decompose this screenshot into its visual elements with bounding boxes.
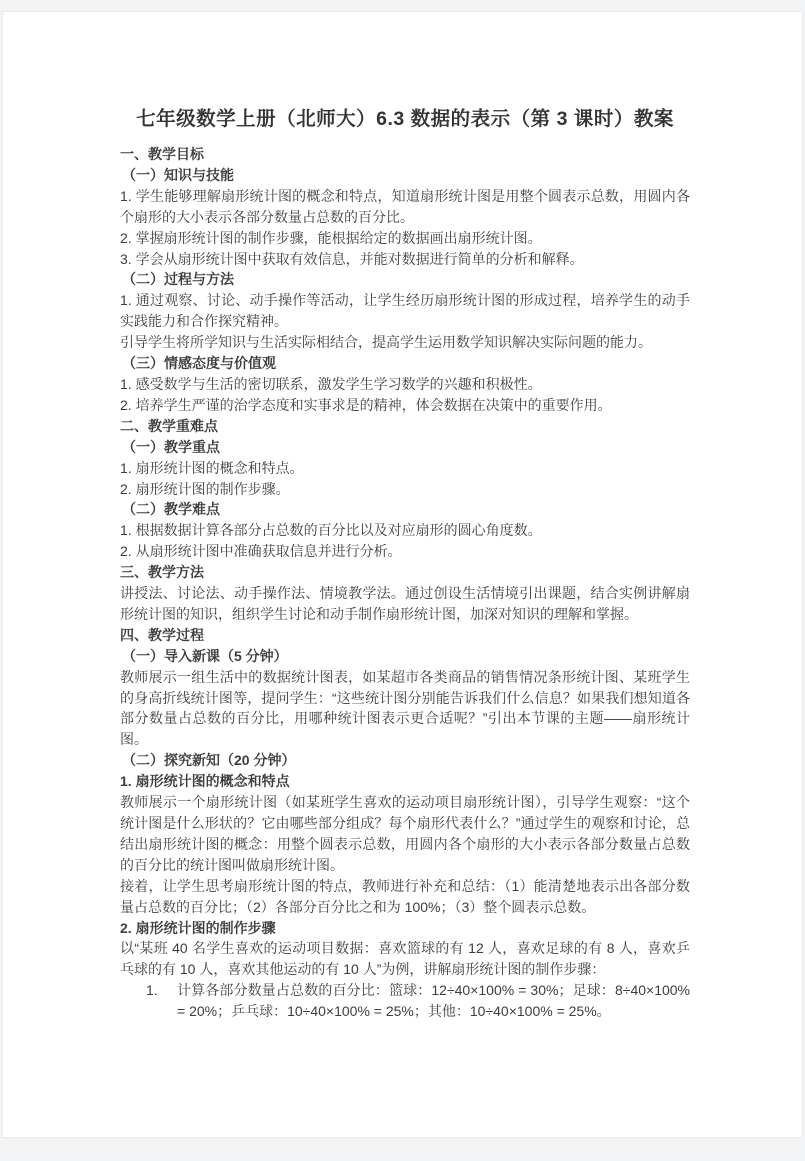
paragraph: 1. 根据数据计算各部分占总数的百分比以及对应扇形的圆心角度数。 [120, 522, 542, 539]
document-title: 七年级数学上册（北师大）6.3 数据的表示（第 3 课时）教案 [136, 108, 674, 130]
heading: 四、教学过程 [120, 626, 204, 643]
paragraph: 1. 学生能够理解扇形统计图的概念和特点，知道扇形统计图是用整个圆表示总数，用圆内各个扇形的大小表示各部分数量占总数的百分比。 [120, 187, 690, 225]
heading: （三）情感态度与价值观 [122, 355, 276, 372]
document-body [120, 144, 690, 1022]
heading: （一）导入新课（5 分钟） [122, 647, 288, 664]
heading: 二、教学重难点 [120, 417, 218, 434]
heading: （一）知识与技能 [122, 166, 234, 183]
paragraph: 1. 通过观察、讨论、动手操作等活动，让学生经历扇形统计图的形成过程，培养学生的动手实践能力和合作探究精神。 [120, 292, 690, 330]
heading: （二）探究新知（20 分钟） [122, 752, 296, 769]
paragraph: 引导学生将所学知识与生活实际相结合，提高学生运用数学知识解决实际问题的能力。 [120, 334, 652, 351]
heading: 三、教学方法 [120, 564, 204, 581]
paragraph: 讲授法、讨论法、动手操作法、情境教学法。通过创设生活情境引出课题，结合实例讲解扇形统计图的知识，组织学生讨论和动手制作扇形统计图，加深对知识的理解和掌握。 [120, 585, 690, 622]
heading: 1. 扇形统计图的概念和特点 [120, 773, 290, 790]
paragraph: 以“某班 40 名学生喜欢的运动项目数据：喜欢篮球的有 12 人，喜欢足球的有 8 人，喜欢乒乓球的有 10 人，喜欢其他运动的有 10 人”为例，讲解扇形统计图的制作步骤： [120, 940, 690, 978]
document-page [2, 11, 803, 1138]
paragraph: 1. 感受数学与生活的密切联系，激发学生学习数学的兴趣和积极性。 [120, 375, 542, 392]
paragraph: 2. 扇形统计图的制作步骤。 [120, 480, 290, 497]
paragraph: 2. 培养学生严谨的治学态度和实事求是的精神，体会数据在决策中的重要作用。 [120, 396, 612, 413]
list-item-text: 计算各部分数量占总数的百分比：篮球：12÷40×100% = 30%；足球：8÷40×100% = 20%；乒乓球：10÷40×100% = 25%；其他：10÷40×100% = 25%。 [177, 982, 690, 1020]
heading: （二）教学难点 [122, 501, 220, 518]
paragraph: 接着，让学生思考扇形统计图的特点，教师进行补充和总结：（1）能清楚地表示出各部分数量占总数的百分比；（2）各部分百分比之和为 100%；（3）整个圆表示总数。 [120, 877, 690, 915]
paragraph: 教师展示一个扇形统计图（如某班学生喜欢的运动项目扇形统计图），引导学生观察：“这个统计图是什么形状的？它由哪些部分组成？每个扇形代表什么？”通过学生的观察和讨论，总结出扇形统计图的概念：用整个圆表示总数，用圆内各个扇形的大小表示各部分数量占总数的百分比的统计图叫做扇形统计图。 [120, 794, 690, 873]
paragraph: 1. 扇形统计图的概念和特点。 [120, 459, 304, 476]
list-item [120, 980, 690, 1022]
paragraph: 教师展示一组生活中的数据统计图表，如某超市各类商品的销售情况条形统计图、某班学生的身高折线统计图等，提问学生：“这些统计图分别能告诉我们什么信息？如果我们想知道各部分数量占总数的百分比，用哪种统计图表示更合适呢？”引出本节课的主题——扇形统计图。 [120, 668, 690, 748]
list-item-marker: 1. [146, 982, 158, 999]
paragraph: 2. 掌握扇形统计图的制作步骤，能根据给定的数据画出扇形统计图。 [120, 229, 542, 246]
heading: 一、教学目标 [120, 146, 204, 162]
paragraph: 2. 从扇形统计图中准确获取信息并进行分析。 [120, 543, 402, 560]
paragraph: 3. 学会从扇形统计图中获取有效信息，并能对数据进行简单的分析和解释。 [120, 250, 584, 267]
heading: （二）过程与方法 [122, 271, 234, 288]
heading: 2. 扇形统计图的制作步骤 [120, 919, 276, 936]
heading: （一）教学重点 [122, 438, 220, 455]
